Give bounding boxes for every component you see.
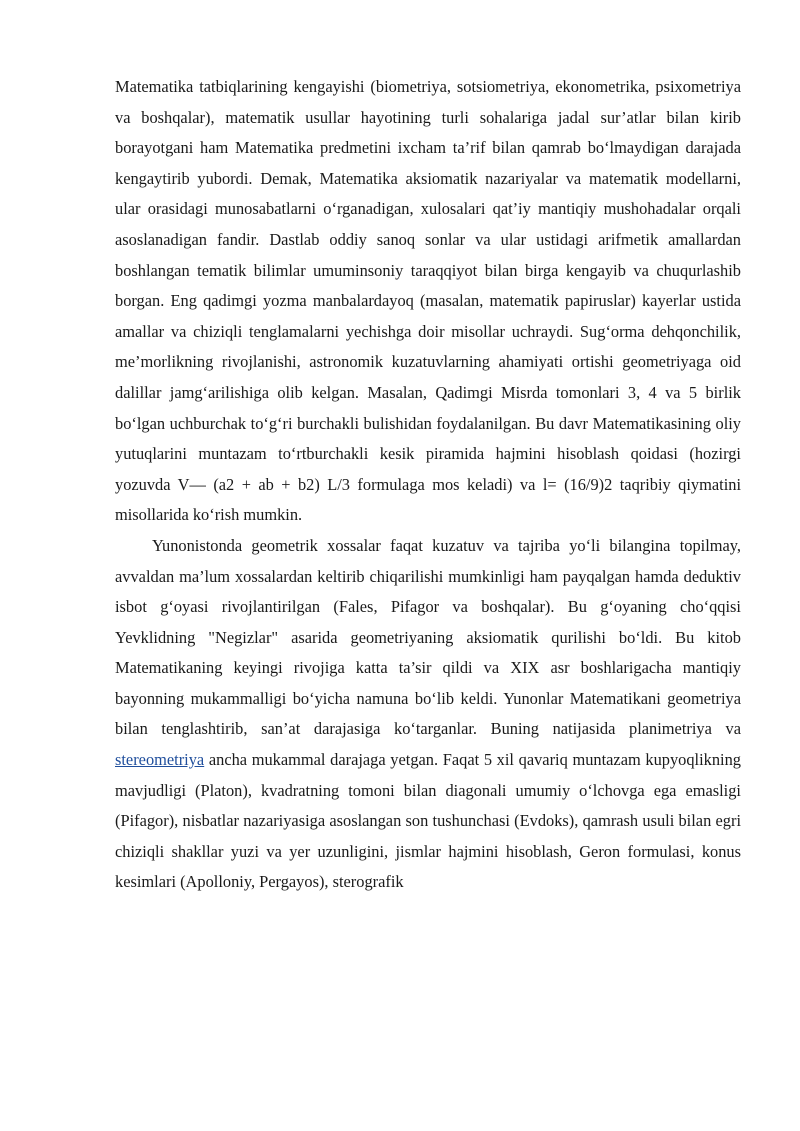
- paragraph-2: [115, 531, 741, 898]
- paragraph-1: Matematika tatbiqlarining kengayishi (biometriya, sotsiometriya, ekonometrika, psixometriya va boshqalar), matematik usullar hayotining turli sohalariga jadal sur’atlar bilan kirib borayotgani ham Matematika predmetini ixcham ta’rif bilan qamrab bo‘lmaydigan darajada kengaytirib yubordi. Demak, Matematika aksiomatik nazariyalar va matematik modellarni, ular orasidagi munosabatlarni o‘rganadigan, xulosalari qat’iy mantiqiy mushohadalar orqali asoslanadigan fandir. Dastlab oddiy sanoq sonlar va ular ustidagi arifmetik amallardan boshlangan tematik bilimlar umuminsoniy taraqqiyot bilan birga kengayib va chuqurlashib borgan. Eng qadimgi yozma manbalardayoq (masalan, matematik papiruslar) kayerlar ustida amallar va chiziqli tenglamalarni yechishga doir misollar uchraydi. Sug‘orma dehqonchilik, me’morlikning rivojlanishi, astronomik kuzatuvlarning ahamiyati ortishi geometriyaga oid dalillar jamg‘arilishiga olib kelgan. Masalan, Qadimgi Misrda tomonlari 3, 4 va 5 birlik bo‘lgan uchburchak to‘g‘ri burchakli bulishidan foydalanilgan. Bu davr Matematikasining oliy yutuqlarini muntazam to‘rtburchakli kesik piramida hajmini hisoblash qoidasi (hozirgi yozuvda V— (a2 + ab + b2) L/3 formulaga mos keladi) va l= (16/9)2 taqribiy qiymatini misollarida ko‘rish mumkin.: [115, 77, 741, 525]
- paragraph-2-text-end: ancha mukammal darajaga yetgan. Faqat 5 xil qavariq muntazam kupyoqlikning mavjudligi (Platon), kvadratning tomoni bilan diagonali umumiy o‘lchovga ega emasligi (Pifagor), nisbatlar nazariyasiga asoslangan son tushunchasi (Evdoks), qamrash usuli bilan egri chiziqli shakllar yuzi va yer uzunligini, jismlar hajmini hisoblash, Geron formulasi, konus kesimlari (Apolloniy, Pergayos), sterografik: [115, 750, 741, 892]
- document-page: [115, 72, 741, 898]
- paragraph-2-text-start: Yunonistonda geometrik xossalar faqat kuzatuv va tajriba yo‘li bilangina topilmay, avvaldan ma’lum xossalardan keltirib chiqarilishi mumkinligi ham payqalgan hamda deduktiv isbot g‘oyasi rivojlantirilgan (Fales, Pifagor va boshqalar). Bu g‘oyaning cho‘qqisi Yevklidning "Negizlar" asarida geometriyaning aksiomatik qurilishi bo‘ldi. Bu kitob Matematikaning keyingi rivojiga katta ta’sir qildi va XIX asr boshlarigacha mantiqiy bayonning mukammalligi bo‘yicha namuna bo‘lib keldi. Yunonlar Matematikani geometriya bilan tenglashtirib, san’at darajasiga ko‘targanlar. Buning natijasida planimetriya va: [115, 535, 741, 739]
- stereometriya-link[interactable]: stereometriya: [115, 750, 205, 770]
